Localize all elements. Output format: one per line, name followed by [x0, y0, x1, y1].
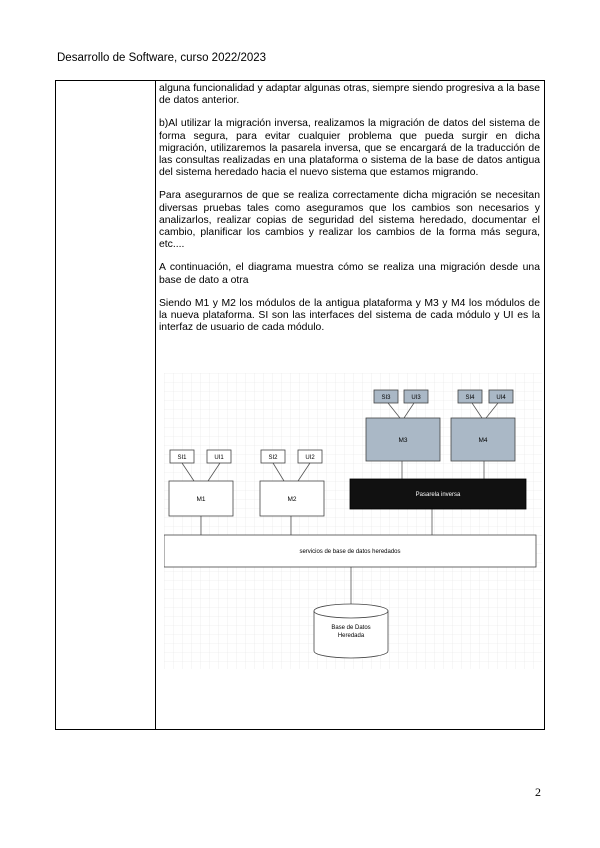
- ui2-label: UI2: [305, 455, 315, 461]
- si2-label: SI2: [268, 455, 278, 461]
- paragraph-1: alguna funcionalidad y adaptar algunas otras, siempre siendo progresiva a la base de datos anterior.: [159, 83, 540, 107]
- legacy-database-cylinder: [314, 604, 388, 658]
- ui4-label: UI4: [496, 395, 506, 401]
- database-label-line1: Base de Datos: [331, 625, 371, 631]
- si1-label: SI1: [177, 455, 187, 461]
- page-header: Desarrollo de Software, curso 2022/2023: [57, 52, 267, 64]
- si3-label: SI3: [381, 395, 391, 401]
- m1-label: M1: [196, 496, 206, 503]
- paragraph-3: Para asegurarnos de que se realiza correctamente dicha migración se necesitan diversas pruebas tales como aseguramos que los cambios son necesarios y analizarlos, realizar copias de seguridad del sistema heredado, documentar el cambio, planificar los cambios y realizar los cambios de la forma más segura, etc....: [159, 190, 540, 251]
- paragraph-4: A continuación, el diagrama muestra cómo se realiza una migración desde una base de dato a otra: [159, 262, 540, 286]
- content-table: [55, 80, 545, 730]
- table-content-cell: [159, 83, 540, 345]
- ui3-label: UI3: [411, 395, 421, 401]
- paragraph-2: b)Al utilizar la migración inversa, realizamos la migración de datos del sistema de forma segura, para evitar cualquier problema que pueda surgir en dicha migración, utilizaremos la pasarela inversa, que se encargará de la traducción de las consultas realizadas en una plataforma o sistema de la base de datos antigua del sistema heredado hacia el nuevo sistema que estamos migrando.: [159, 118, 540, 179]
- gateway-label: Pasarela inversa: [415, 492, 461, 498]
- m4-label: M4: [478, 437, 488, 444]
- table-left-column: [56, 81, 156, 729]
- paragraph-5: Siendo M1 y M2 los módulos de la antigua plataforma y M3 y M4 los módulos de la nueva plataforma. SI son las interfaces del sistema de cada módulo y UI es la interfaz de usuario de cada módulo.: [159, 297, 540, 334]
- page-number: 2: [535, 785, 541, 799]
- legacy-services-label: servicios de base de datos heredados: [299, 549, 401, 555]
- ui1-label: UI1: [214, 455, 224, 461]
- database-label-line2: Heredada: [337, 633, 365, 639]
- migration-diagram: [164, 373, 542, 669]
- m2-label: M2: [287, 496, 297, 503]
- m3-label: M3: [398, 437, 408, 444]
- si4-label: SI4: [465, 395, 475, 401]
